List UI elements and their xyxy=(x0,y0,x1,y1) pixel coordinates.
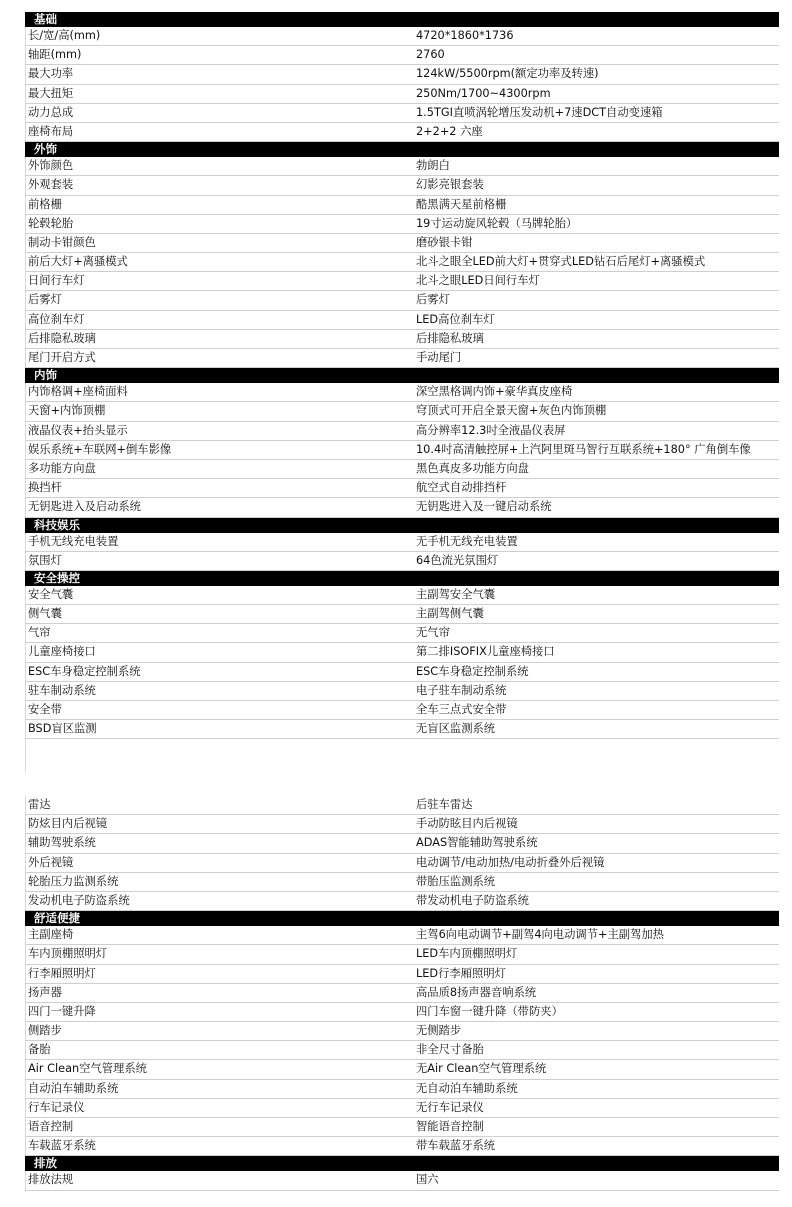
spec-row xyxy=(25,104,779,123)
spec-name: 最大扭矩 xyxy=(28,86,74,100)
spec-row xyxy=(25,157,779,176)
spec-row xyxy=(25,272,779,291)
spec-name: 扬声器 xyxy=(28,985,62,999)
section-header: 科技娱乐 xyxy=(25,518,779,533)
section-header: 基础 xyxy=(25,12,779,27)
spec-name: 语音控制 xyxy=(28,1120,74,1133)
section-header: 舒适便捷 xyxy=(25,911,779,926)
spec-name: Air Clean空气管理系统 xyxy=(28,1062,147,1076)
spec-row xyxy=(25,796,779,815)
spec-value: 第二排ISOFIX儿童座椅接口 xyxy=(416,645,555,659)
spec-value: 无侧踏步 xyxy=(416,1024,462,1038)
spec-value: 主副驾侧气囊 xyxy=(416,607,484,621)
spec-row xyxy=(25,479,779,498)
spec-row xyxy=(25,196,779,215)
spec-name: 防炫目内后视镜 xyxy=(28,817,108,831)
spec-value: 智能语音控制 xyxy=(416,1120,484,1133)
spec-row xyxy=(25,441,779,460)
spec-row xyxy=(25,498,779,517)
spec-value: 2760 xyxy=(416,48,445,62)
spec-value: 无钥匙进入及一键启动系统 xyxy=(416,500,552,514)
spec-name: 多功能方向盘 xyxy=(28,461,96,475)
spec-value: 黑色真皮多功能方向盘 xyxy=(416,461,529,475)
spec-value: 后雾灯 xyxy=(416,293,450,307)
section-header: 排放 xyxy=(25,1156,779,1171)
spec-row xyxy=(25,643,779,662)
spec-row xyxy=(25,984,779,1003)
spec-value: 无自动泊车辅助系统 xyxy=(416,1081,518,1095)
spec-name: 四门一键升降 xyxy=(28,1004,96,1018)
spec-value: 10.4吋高清触控屏+上汽阿里斑马智行互联系统+180° 广角倒车像 xyxy=(416,442,751,456)
spec-row xyxy=(25,854,779,873)
spec-value: 无Air Clean空气管理系统 xyxy=(416,1062,547,1076)
spec-name: 轮毂轮胎 xyxy=(28,216,74,230)
spec-name: 雷达 xyxy=(28,798,51,811)
spec-name: 氛围灯 xyxy=(28,553,62,567)
section-header: 外饰 xyxy=(25,142,779,157)
spec-row xyxy=(25,605,779,624)
spec-value: 四门车窗一键升降（带防夹） xyxy=(416,1004,563,1018)
spec-value: 电子驻车制动系统 xyxy=(416,683,507,697)
spec-value: 手动防眩目内后视镜 xyxy=(416,817,518,831)
spec-row xyxy=(25,215,779,234)
spec-value: 深空黑格调内饰+豪华真皮座椅 xyxy=(416,385,573,399)
spec-row xyxy=(25,701,779,720)
spec-row xyxy=(25,552,779,571)
spec-name: ESC车身稳定控制系统 xyxy=(28,664,141,678)
spec-name: 安全带 xyxy=(28,703,62,716)
spec-value: ESC车身稳定控制系统 xyxy=(416,664,529,678)
spec-name: 侧踏步 xyxy=(28,1024,62,1038)
spec-row xyxy=(25,253,779,272)
spec-value: 124kW/5500rpm(额定功率及转速) xyxy=(416,67,599,81)
spec-name: 最大功率 xyxy=(28,67,74,81)
spec-value: 无手机无线充电装置 xyxy=(416,534,518,548)
spec-table-part-2 xyxy=(25,796,779,1191)
spec-name: 天窗+内饰顶棚 xyxy=(28,404,106,418)
spec-name: 自动泊车辅助系统 xyxy=(28,1081,119,1095)
spec-value: 北斗之眼全LED前大灯+贯穿式LED钻石后尾灯+离骚模式 xyxy=(416,255,706,269)
spec-name: 日间行车灯 xyxy=(28,274,85,288)
spec-row xyxy=(25,27,779,46)
spec-value: 手动尾门 xyxy=(416,351,462,364)
section-header: 安全操控 xyxy=(25,571,779,586)
spec-row xyxy=(25,926,779,945)
spec-name: 车内顶棚照明灯 xyxy=(28,947,108,961)
spec-row xyxy=(25,533,779,552)
spec-row xyxy=(25,873,779,892)
spec-row xyxy=(25,176,779,195)
spec-value: 电动调节/电动加热/电动折叠外后视镜 xyxy=(416,855,605,869)
spec-name: 制动卡钳颜色 xyxy=(28,235,96,249)
spec-row xyxy=(25,1171,779,1190)
spec-row xyxy=(25,234,779,253)
spec-name: 动力总成 xyxy=(28,105,74,119)
spec-row xyxy=(25,311,779,330)
spec-value: 勃朗白 xyxy=(416,159,450,173)
spec-row xyxy=(25,834,779,853)
spec-value: LED行李厢照明灯 xyxy=(416,966,506,980)
spec-name: 轴距(mm) xyxy=(28,48,82,62)
spec-value: LED车内顶棚照明灯 xyxy=(416,947,518,961)
spec-row xyxy=(25,663,779,682)
spec-name: 内饰格调+座椅面料 xyxy=(28,385,128,399)
spec-name: 尾门开启方式 xyxy=(28,351,96,364)
spec-name: BSD盲区监测 xyxy=(28,722,97,736)
spec-name: 发动机电子防盗系统 xyxy=(28,893,130,907)
spec-name: 前后大灯+离骚模式 xyxy=(28,255,128,269)
spec-value: 无气帘 xyxy=(416,626,450,640)
spec-row xyxy=(25,123,779,142)
spec-value: 国六 xyxy=(416,1173,439,1187)
spec-table-part-1 xyxy=(25,12,779,739)
spec-row xyxy=(25,1060,779,1079)
spec-row xyxy=(25,1003,779,1022)
spec-value: 航空式自动排挡杆 xyxy=(416,481,507,495)
spec-row xyxy=(25,1099,779,1118)
spec-name: 行车记录仪 xyxy=(28,1100,85,1114)
spec-name: 儿童座椅接口 xyxy=(28,645,96,659)
spec-value: 2+2+2 六座 xyxy=(416,124,483,138)
spec-row xyxy=(25,965,779,984)
spec-value: 幻影亮银套装 xyxy=(416,178,484,192)
spec-value: 高品质8扬声器音响系统 xyxy=(416,985,537,999)
spec-value: 后排隐私玻璃 xyxy=(416,331,484,345)
spec-value: 无盲区监测系统 xyxy=(416,722,496,736)
spec-row xyxy=(25,460,779,479)
spec-value: 带车载蓝牙系统 xyxy=(416,1139,496,1153)
spec-row xyxy=(25,383,779,402)
spec-name: 娱乐系统+车联网+倒车影像 xyxy=(28,442,172,456)
spec-value: 4720*1860*1736 xyxy=(416,29,514,42)
spec-name: 座椅布局 xyxy=(28,124,74,138)
spec-value: 带发动机电子防盗系统 xyxy=(416,893,529,907)
spec-value: 酷黑满天星前格栅 xyxy=(416,197,507,211)
spec-name: 驻车制动系统 xyxy=(28,683,96,697)
spec-value: 250Nm/1700~4300rpm xyxy=(416,86,551,100)
spec-name: 轮胎压力监测系统 xyxy=(28,874,119,888)
spec-row xyxy=(25,46,779,65)
spec-name: 高位刹车灯 xyxy=(28,312,85,326)
spec-row xyxy=(25,1041,779,1060)
spec-value: 1.5TGI直喷涡轮增压发动机+7速DCT自动变速箱 xyxy=(416,105,663,119)
spec-name: 外饰颜色 xyxy=(28,159,74,173)
spec-name: 长/宽/高(mm) xyxy=(28,29,101,42)
spec-row xyxy=(25,330,779,349)
spec-value: LED高位刹车灯 xyxy=(416,312,495,326)
spec-value: 后驻车雷达 xyxy=(416,798,473,811)
spec-value: 主驾6向电动调节+副驾4向电动调节+主副驾加热 xyxy=(416,928,664,942)
spec-name: 安全气囊 xyxy=(28,587,74,601)
spec-value: 全车三点式安全带 xyxy=(416,703,507,716)
spec-row xyxy=(25,291,779,310)
spec-row xyxy=(25,349,779,368)
spec-name: 排放法规 xyxy=(28,1173,74,1187)
spec-row xyxy=(25,586,779,605)
spec-name: 换挡杆 xyxy=(28,481,62,495)
spec-row xyxy=(25,682,779,701)
spec-name: 备胎 xyxy=(28,1043,51,1057)
spec-row xyxy=(25,1080,779,1099)
spec-value: 64色流光氛围灯 xyxy=(416,553,499,567)
spec-name: 外观套装 xyxy=(28,178,74,192)
spec-value: 无行车记录仪 xyxy=(416,1100,484,1114)
spec-row xyxy=(25,892,779,911)
spec-name: 气帘 xyxy=(28,626,51,640)
spec-value: 19寸运动旋风轮毂（马牌轮胎） xyxy=(416,216,578,230)
spec-value: 带胎压监测系统 xyxy=(416,874,496,888)
spec-value: 主副驾安全气囊 xyxy=(416,587,496,601)
spec-name: 液晶仪表+抬头显示 xyxy=(28,423,128,437)
spec-value: 磨砂银卡钳 xyxy=(416,235,473,249)
spec-value: 穹顶式可开启全景天窗+灰色内饰顶棚 xyxy=(416,404,607,418)
spec-row xyxy=(25,422,779,441)
spec-row xyxy=(25,945,779,964)
spec-name: 手机无线充电装置 xyxy=(28,534,119,548)
spec-name: 无钥匙进入及启动系统 xyxy=(28,500,141,514)
spec-name: 侧气囊 xyxy=(28,607,62,621)
section-header: 内饰 xyxy=(25,368,779,383)
spec-name: 辅助驾驶系统 xyxy=(28,836,96,850)
spec-row xyxy=(25,1118,779,1137)
spec-name: 主副座椅 xyxy=(28,928,74,942)
spec-name: 后雾灯 xyxy=(28,293,62,307)
spec-value: 非全尺寸备胎 xyxy=(416,1043,484,1057)
spec-row xyxy=(25,720,779,739)
spec-row xyxy=(25,1022,779,1041)
spec-row xyxy=(25,815,779,834)
spec-row xyxy=(25,402,779,421)
spec-value: ADAS智能辅助驾驶系统 xyxy=(416,836,538,850)
spec-row xyxy=(25,85,779,104)
spec-name: 后排隐私玻璃 xyxy=(28,331,96,345)
spec-name: 行李厢照明灯 xyxy=(28,966,96,980)
spec-name: 车载蓝牙系统 xyxy=(28,1139,96,1153)
spec-value: 高分辨率12.3吋全液晶仪表屏 xyxy=(416,423,566,437)
spec-name: 前格栅 xyxy=(28,197,62,211)
spec-name: 外后视镜 xyxy=(28,855,74,869)
spec-row xyxy=(25,1137,779,1156)
spec-row xyxy=(25,65,779,84)
spec-value: 北斗之眼LED日间行车灯 xyxy=(416,274,540,288)
spec-row xyxy=(25,624,779,643)
